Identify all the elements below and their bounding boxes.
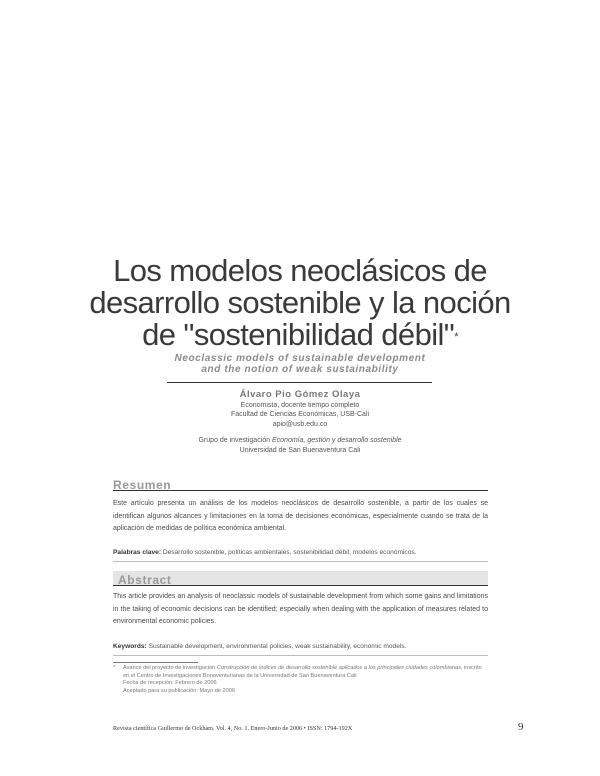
abstract-keywords-label: Keywords:	[113, 643, 147, 650]
article-title	[60, 255, 540, 351]
title-divider	[167, 382, 432, 383]
resumen-keywords-text: Desarrollo sostenible, políticas ambientales, sostenibilidad débil, modelos económicos.	[162, 549, 417, 556]
footnote-mark: *	[113, 665, 116, 671]
title-line-3	[60, 319, 540, 351]
resumen-body: Este artículo presenta un análisis de los modelos neoclásicos de desarrollo sostenible, a partir de los cuales se identifican algunos alcances y limitaciones en la toma de decisiones económicas, especialmente cuando se trata de la aplicación de medidas de política económica ambiental.	[113, 500, 488, 532]
journal-citation: Revista científica Guillermo de Ockham. Vol. 4, No. 1. Enero-Junio de 2006 • ISSN: 1794-192X	[113, 725, 353, 732]
footnote-text	[123, 665, 488, 680]
group-university: Universidad de San Buenaventura Cali	[239, 446, 361, 454]
group-line	[170, 436, 430, 446]
abstract-heading-text: Abstract	[118, 573, 172, 587]
title-footnote-mark[interactable]: *	[454, 331, 458, 343]
footnote-received: Fecha de recepción: Febrero de 2006	[123, 680, 217, 687]
resumen-heading-text: Resumen	[113, 478, 172, 492]
footnote	[113, 665, 488, 695]
abstract-keywords-divider	[113, 655, 488, 656]
author-block	[170, 390, 430, 429]
author-email[interactable]: apio@usb.edu.co	[272, 420, 328, 428]
footnote-row	[113, 665, 488, 680]
footnote-project: Construcción de índices de desarrollo sostenible aplicados a los principales ciudades colombianas	[216, 665, 461, 671]
author-role: Economista, docente tiempo completo	[240, 401, 360, 409]
group-name: Economía, gestión y desarrollo sostenible	[271, 437, 402, 444]
research-group	[170, 436, 430, 455]
english-title	[150, 353, 450, 375]
group-prefix: Grupo de investigación	[198, 437, 272, 444]
footnote-accepted: Aceptado para su publicación: Mayo de 2006	[123, 687, 235, 694]
english-title-line-2: and the notion of weak sustainability	[201, 364, 399, 375]
abstract-keywords-text: Sustainable development, environmental policies, weak sustainability, economic models.	[148, 643, 407, 650]
abstract-keywords	[113, 642, 488, 652]
english-title-line-1: Neoclassic models of sustainable development	[174, 353, 426, 364]
footnote-intro: Avance del proyecto de investigación	[123, 665, 217, 671]
author-faculty: Facultad de Ciencias Económicas, USB-Cali	[230, 411, 370, 418]
author-name: Álvaro Pio Gómez Olaya	[239, 389, 361, 400]
resumen-keywords-label: Palabras clave:	[113, 549, 162, 556]
title-line-2: desarrollo sostenible y la noción	[89, 285, 511, 320]
footnote-rest: , inscrito en el Centro de Investigaciones Bonaventurianas de la Universidad de San Buenaventura Cali	[123, 665, 482, 679]
resumen-keywords-divider	[113, 561, 488, 562]
abstract-body: This article provides an analysis of neoclassic models of sustainable development from which some gains and limitations in the taking of economic decisions can be identified; especially when dealing with the application of measures related to environmental economic policies.	[113, 593, 488, 625]
resumen-keywords	[113, 548, 488, 558]
resumen-heading	[113, 476, 488, 491]
page-number: 9	[518, 721, 524, 733]
abstract-heading	[113, 571, 488, 586]
title-line-1: Los modelos neoclásicos de	[113, 253, 487, 288]
footnote-divider	[113, 662, 198, 663]
title-line-3-text: de "sostenibilidad débil"	[142, 317, 455, 352]
